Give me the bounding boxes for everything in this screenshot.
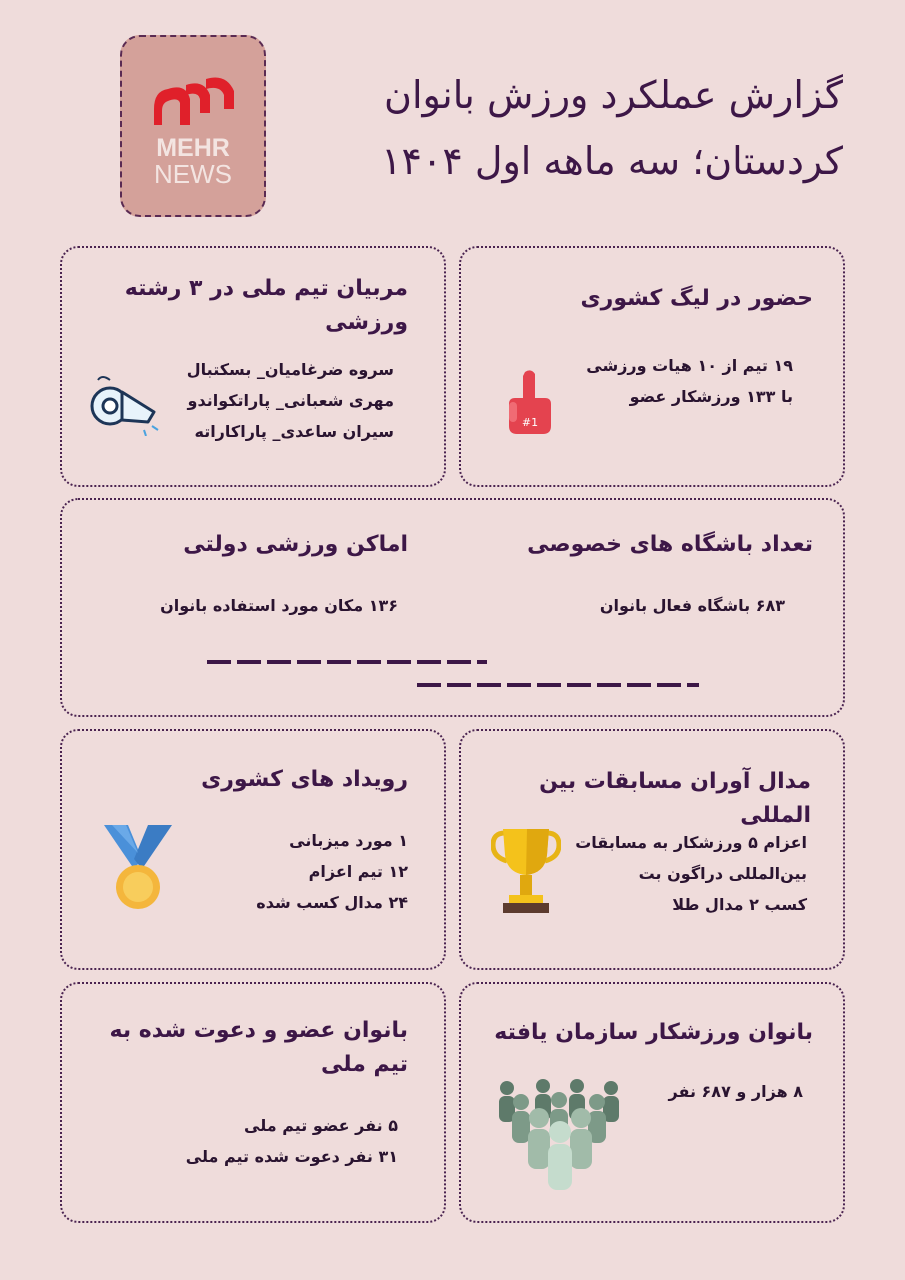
card-title: رویداد های کشوری — [201, 767, 408, 792]
mehr-news-logo — [120, 35, 266, 217]
card-line: کسب ۲ مدال طلا — [672, 895, 807, 914]
clubs-title: تعداد باشگاه های خصوصی — [527, 532, 813, 557]
logo-text-mehr: MEHR — [156, 134, 230, 162]
card-title: بانوان ورزشکار سازمان یافته — [494, 1020, 813, 1045]
card-national-team-members — [60, 982, 446, 1223]
trophy-icon — [491, 827, 561, 923]
card-line: ۸ هزار و ۶۸۷ نفر — [668, 1082, 803, 1101]
clubs-lines — [600, 590, 785, 621]
foam-finger-icon — [505, 368, 555, 440]
card-lines — [187, 354, 394, 447]
card-title-line-1: بانوان عضو و دعوت شده به — [109, 1018, 408, 1043]
card-lines — [586, 350, 793, 412]
whistle-icon — [88, 370, 160, 436]
card-lines — [668, 1076, 803, 1107]
logo-text-news: NEWS — [154, 159, 232, 189]
svg-text:#1: #1 — [521, 416, 539, 429]
card-line: ۵ نفر عضو تیم ملی — [244, 1116, 398, 1135]
card-line: سروه ضرغامیان_ بسکتبال — [186, 360, 394, 379]
card-title: مدال آوران مسابقات بین المللی — [539, 769, 811, 828]
card-national-events — [60, 729, 446, 970]
mehr-logo-mark-icon — [146, 73, 242, 131]
decorative-dashed-line-bottom — [417, 683, 699, 687]
clubs-line: ۶۸۳ باشگاه فعال بانوان — [599, 596, 785, 615]
card-league-presence — [459, 246, 845, 487]
card-organized-athletes — [459, 982, 845, 1223]
card-international-medalists — [459, 729, 845, 970]
card-line: مهری شعبانی_ پاراتکواندو — [187, 391, 394, 410]
card-title-line-2: ورزشی — [325, 310, 408, 335]
page-title-line-1: گزارش عملکرد ورزش بانوان — [384, 73, 843, 117]
card-title — [109, 1014, 408, 1082]
card-title-line-2: تیم ملی — [320, 1052, 408, 1077]
card-national-coaches — [60, 246, 446, 487]
card-line: ۳۱ نفر دعوت شده تیم ملی — [185, 1147, 398, 1166]
card-lines — [186, 1110, 398, 1172]
venues-line: ۱۳۶ مکان مورد استفاده بانوان — [160, 596, 398, 615]
card-line: با ۱۳۳ ورزشکار عضو — [629, 387, 793, 406]
card-line: سیران ساعدی_ پاراکاراته — [194, 422, 394, 441]
card-title: حضور در لیگ کشوری — [580, 286, 813, 311]
card-lines — [256, 825, 408, 918]
decorative-dashed-line-top — [207, 660, 487, 664]
card-title-line-1: مربیان تیم ملی در ۳ رشته — [124, 276, 408, 301]
card-clubs-and-venues — [60, 498, 845, 717]
card-lines — [575, 827, 807, 920]
card-line: ۱ مورد میزبانی — [289, 831, 408, 850]
card-title — [125, 272, 408, 340]
page-title — [323, 62, 843, 194]
crowd-icon — [495, 1078, 625, 1190]
card-line: ۲۴ مدال کسب شده — [256, 893, 408, 912]
card-line: بین‌المللی دراگون بت — [638, 864, 807, 883]
venues-title: اماکن ورزشی دولتی — [183, 532, 408, 557]
venues-lines — [160, 590, 398, 621]
card-line: ۱۹ تیم از ۱۰ هیات ورزشی — [586, 356, 793, 375]
card-line: اعزام ۵ ورزشکار به مسابقات — [575, 833, 807, 852]
card-line: ۱۲ تیم اعزام — [308, 862, 408, 881]
page-title-line-2: کردستان؛ سه ماهه اول ۱۴۰۴ — [381, 139, 843, 183]
medal-icon — [98, 823, 178, 915]
